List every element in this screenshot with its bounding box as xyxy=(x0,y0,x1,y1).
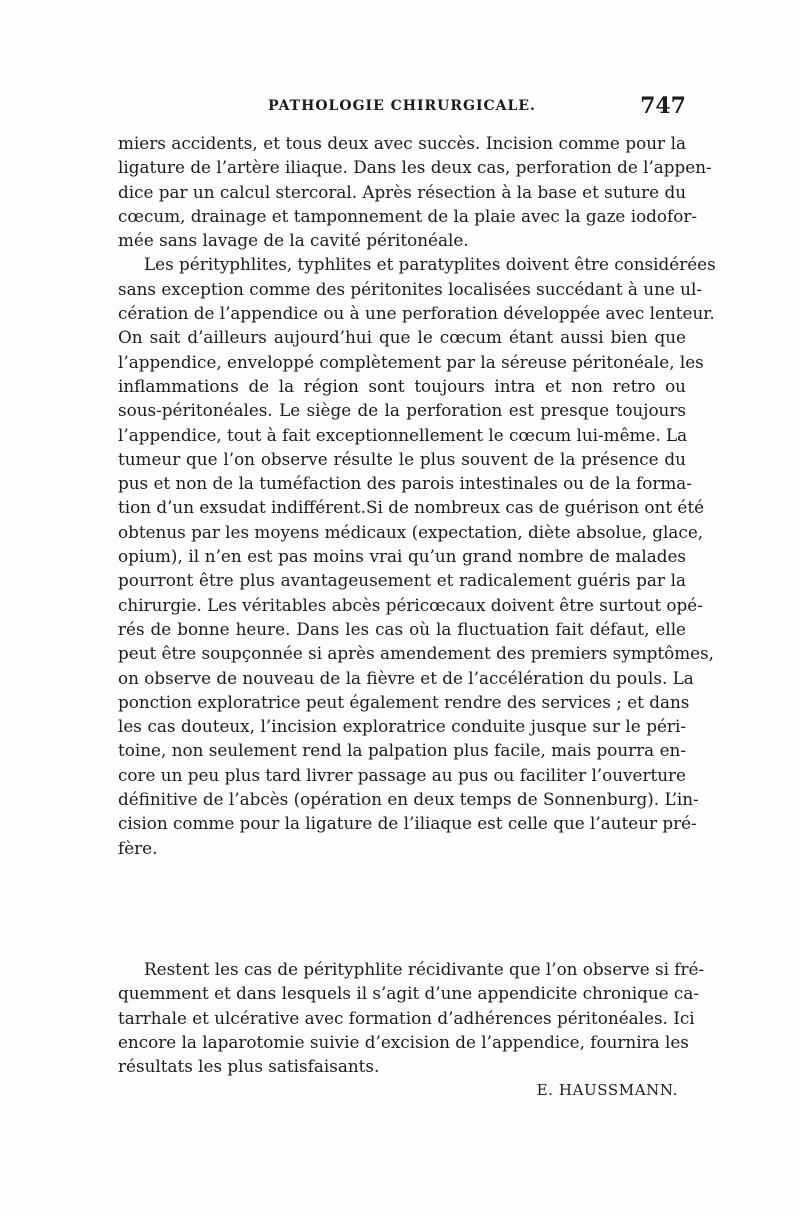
paragraph xyxy=(118,252,716,957)
text-line: l’appendice, enveloppé complètement par la séreuse péritonéale, les xyxy=(118,351,704,372)
text-line: pourront être plus avantageusement et radicalement guéris par la xyxy=(118,570,686,591)
text-line: tarrhale et ulcérative avec formation d’adhérences péritonéales. Ici xyxy=(118,1007,695,1028)
text-line: obtenus par les moyens médicaux (expectation, diète absolue, glace, xyxy=(118,521,704,542)
text-line: ponction exploratrice peut également rendre des services ; et dans xyxy=(118,691,690,712)
text-line xyxy=(118,909,686,933)
text-line: pus et non de la tuméfaction des parois intestinales ou de la forma- xyxy=(118,473,692,494)
text-line: inflammations de la région sont toujours intra et non retro ou xyxy=(118,375,686,396)
text-line xyxy=(118,933,686,957)
running-title: PATHOLOGIE CHIRURGICALE. xyxy=(268,98,536,114)
text-line: sans exception comme des péritonites localisées succédant à une ul- xyxy=(118,278,702,299)
text-line xyxy=(118,860,686,884)
text-line xyxy=(118,884,686,908)
text-line: cœcum, drainage et tamponnement de la plaie avec la gaze iodofor- xyxy=(118,205,698,226)
text-line: quemment et dans lesquels il s’agit d’une appendicite chronique ca- xyxy=(118,983,700,1004)
paragraph xyxy=(118,131,712,252)
text-line: définitive de l’abcès (opération en deux temps de Sonnenburg). L’in- xyxy=(118,789,699,810)
running-head xyxy=(118,94,686,118)
text-line: opium), il n’en est pas moins vrai qu’un grand nombre de malades xyxy=(118,546,686,567)
text-line: ligature de l’artère iliaque. Dans les deux cas, perforation de l’appen- xyxy=(118,157,712,178)
text-line: les cas douteux, l’incision exploratrice conduite jusque sur le péri- xyxy=(118,716,686,737)
text-line: peut être soupçonnée si après amendement des premiers symptômes, xyxy=(118,643,714,664)
text-line: cération de l’appendice ou à une perforation développée avec lenteur. xyxy=(118,303,715,324)
text-line: miers accidents, et tous deux avec succès. Incision comme pour la xyxy=(118,133,686,153)
body-text xyxy=(118,131,716,1101)
page-number: 747 xyxy=(640,93,686,119)
text-line: résultats les plus satisfaisants. xyxy=(118,1056,380,1077)
text-line: chirurgie. Les véritables abcès péricœcaux doivent être surtout opé- xyxy=(118,594,703,615)
author-signature: E. HAUSSMANN. xyxy=(536,1080,678,1099)
text-line: tumeur que l’on observe résulte le plus souvent de la présence du xyxy=(118,448,686,469)
text-line: rés de bonne heure. Dans les cas où la fluctuation fait défaut, elle xyxy=(118,618,686,639)
text-line: On sait d’ailleurs aujourd’hui que le cœcum étant aussi bien que xyxy=(118,327,686,348)
text-line: mée sans lavage de la cavité péritonéale. xyxy=(118,230,469,251)
text-line: Les pérityphlites, typhlites et paratyplites doivent être considérées xyxy=(144,254,716,275)
text-line: l’appendice, tout à fait exceptionnellement le cœcum lui-même. La xyxy=(118,424,688,445)
text-line: toine, non seulement rend la palpation plus facile, mais pourra en- xyxy=(118,740,686,761)
text-line: tion d’un exsudat indifférent.Si de nombreux cas de guérison ont été xyxy=(118,497,705,518)
text-line: sous-péritonéales. Le siège de la perforation est presque toujours xyxy=(118,400,686,421)
text-line: encore la laparotomie suivie d’excision de l’appendice, fournira les xyxy=(118,1031,689,1052)
text-line: Restent les cas de pérityphlite récidivante que l’on observe si fré- xyxy=(144,959,705,980)
text-line: fère. xyxy=(118,837,158,858)
text-line: on observe de nouveau de la fièvre et de l’accélération du pouls. La xyxy=(118,667,694,688)
text-line: dice par un calcul stercoral. Après résection à la base et suture du xyxy=(118,181,686,202)
paragraph xyxy=(118,957,705,1078)
text-line: core un peu plus tard livrer passage au pus ou faciliter l’ouverture xyxy=(118,764,686,785)
text-line: cision comme pour la ligature de l’iliaque est celle que l’auteur pré- xyxy=(118,813,697,834)
